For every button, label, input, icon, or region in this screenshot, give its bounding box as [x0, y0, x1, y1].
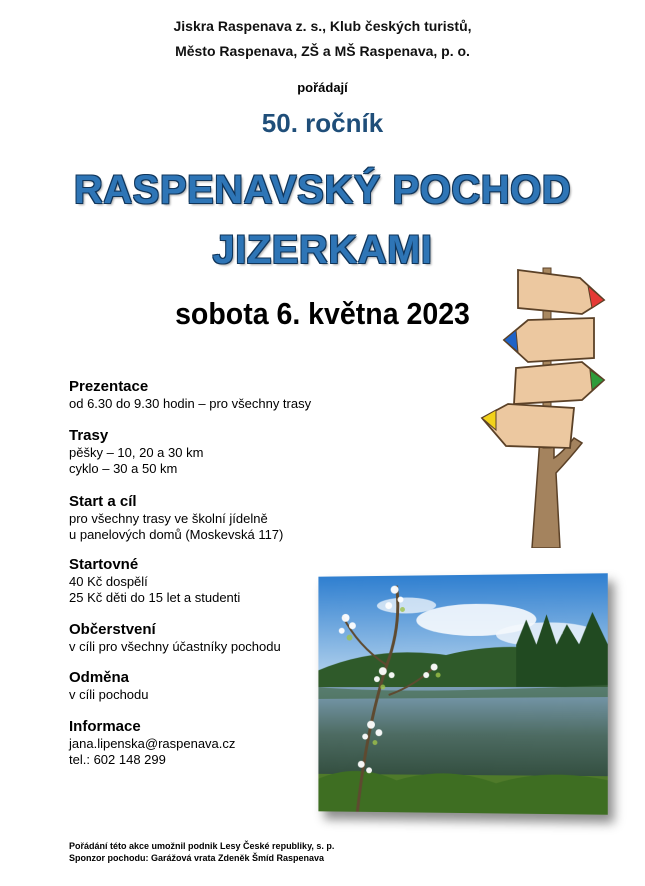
event-date: sobota 6. května 2023	[175, 296, 470, 331]
section-line: v cíli pro všechny účastníky pochodu	[69, 639, 281, 654]
sign-blue	[504, 318, 594, 362]
sign-yellow	[482, 404, 574, 448]
title-line-2: JIZERKAMI	[212, 228, 433, 272]
section-heading: Trasy	[69, 427, 109, 444]
title-line-1: RASPENAVSKÝ POCHOD	[73, 168, 572, 212]
contact-email: jana.lipenska@raspenava.cz	[69, 736, 236, 751]
section-line: pro všechny trasy ve školní jídelně	[69, 511, 268, 526]
section-trasy	[69, 427, 369, 477]
presents-text: pořádají	[297, 80, 348, 95]
photo-graphic	[318, 573, 607, 814]
section-line: cyklo – 30 a 50 km	[69, 461, 178, 476]
sign-red	[518, 270, 604, 314]
contact-phone: tel.: 602 148 299	[69, 752, 166, 767]
footer-sponsor: Sponzor pochodu: Garážová vrata Zdeněk Šmíd Raspenava	[69, 853, 325, 863]
section-heading: Startovné	[69, 556, 139, 573]
lake-landscape-photo	[318, 573, 607, 814]
organizers-line-1: Jiskra Raspenava z. s., Klub českých turistů,	[173, 18, 472, 34]
section-line: v cíli pochodu	[69, 687, 149, 702]
section-line: pěšky – 10, 20 a 30 km	[69, 445, 204, 460]
signpost-illustration	[470, 258, 610, 548]
section-prezentace	[69, 378, 369, 412]
section-start-a-cil	[69, 493, 369, 543]
section-heading: Start a cíl	[69, 493, 137, 510]
footer-note: Pořádání této akce umožnil podnik Lesy České republiky, s. p.	[69, 841, 335, 851]
section-line: od 6.30 do 9.30 hodin – pro všechny trasy	[69, 396, 312, 411]
sign-green	[514, 362, 604, 404]
section-line: u panelových domů (Moskevská 117)	[69, 527, 284, 542]
section-heading: Prezentace	[69, 378, 149, 395]
organizers-line-2: Město Raspenava, ZŠ a MŠ Raspenava, p. o.	[175, 43, 470, 59]
section-line: 40 Kč dospělí	[69, 574, 148, 589]
section-heading: Informace	[69, 718, 141, 735]
section-heading: Občerstvení	[69, 621, 156, 638]
section-heading: Odměna	[69, 669, 130, 686]
section-line: 25 Kč děti do 15 let a studenti	[69, 590, 241, 605]
edition-text: 50. ročník	[261, 108, 384, 138]
